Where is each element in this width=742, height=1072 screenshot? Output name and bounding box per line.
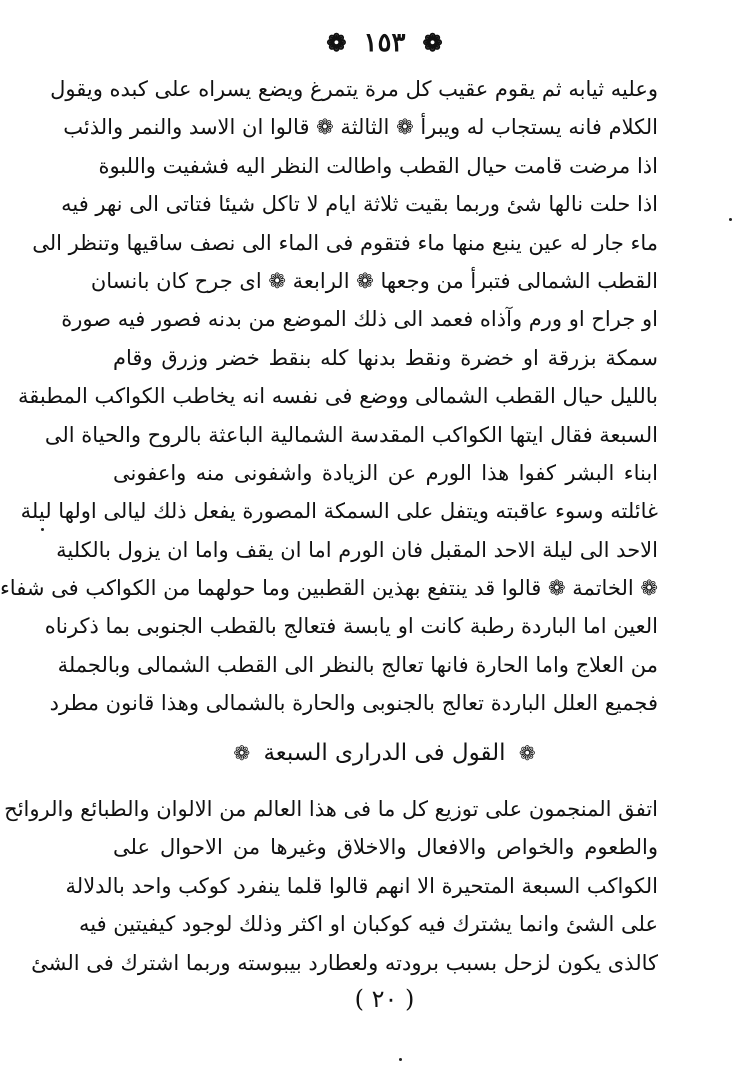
scan-speck (41, 528, 44, 531)
text-line: اذا مرضت قامت حيال القطب واطالت النظر اليه فشفيت واللبوة (98, 153, 658, 178)
text-line: من العلاج واما الحارة فانها تعالج بالنظر الى القطب الشمالى وبالجملة (57, 652, 658, 677)
page-footer (27, 985, 742, 1013)
scan-speck (729, 218, 732, 221)
text-line: بالليل حيال القطب الشمالى ووضع فى نفسه انه يخاطب الكواكب المطبقة (18, 384, 658, 409)
ornament-icon: ❁ (518, 741, 536, 765)
ornament-icon: ❁ (422, 28, 443, 57)
ornament-icon: ❁ (233, 741, 251, 765)
text-line: والطعوم والخواص والافعال والاخلاق وغيرها من الاحوال على (113, 835, 658, 860)
main-text (0, 70, 658, 723)
text-line: ماء جار له عين ينبع منها ماء فتقوم فى الماء الى نصف ساقيها وتنظر الى (32, 230, 658, 255)
text-line: ❁ الخاتمة ❁ قالوا قد ينتفع بهذين القطبين وما حولهما من الكواكب فى شفاء (0, 576, 658, 601)
text-line: الكواكب السبعة المتحيرة الا انهم قالوا قلما ينفرد كوكب واحد بالدلالة (65, 873, 658, 898)
text-line: على الشئ وانما يشترك فيه كوكبان او اكثر وذلك لوجود كيفيتين فيه (78, 912, 658, 937)
text-line: الاحد الى ليلة الاحد المقبل فان الورم اما ان يقف واما ان يزول بالكلية (56, 537, 658, 562)
section-heading (27, 740, 742, 766)
footer-number: ( ٢٠ ) (354, 985, 415, 1013)
section-text (4, 790, 658, 982)
text-line: او جراح او ورم وآذاه فعمد الى ذلك الموضع من بدنه فصور فيه صورة (61, 307, 658, 332)
scan-speck (399, 1058, 402, 1061)
section-title: القول فى الدرارى السبعة (263, 740, 506, 766)
text-line: اذا حلت نالها شئ وربما بقيت ثلاثة ايام لا تاكل شيئا فتاتى الى نهر فيه (61, 192, 658, 217)
text-line: كالذى يكون لزحل بسبب برودته ولعطارد بيبوسته وربما اشترك فى الشئ (31, 950, 658, 975)
ornament-icon: ❁ (326, 28, 347, 57)
text-line: وعليه ثيابه ثم يقوم عقيب كل مرة يتمرغ ويضع يسراه على كبده ويقول (50, 77, 658, 101)
text-line: السبعة فقال ايتها الكواكب المقدسة الشمالية الباعثة بالروح والحياة الى (44, 422, 658, 447)
text-line: القطب الشمالى فتبرأ من وجعها ❁ الرابعة ❁ اى جرح كان بانسان (90, 268, 658, 293)
text-line: سمكة بزرقة او خضرة ونقط بدنها كله بنقط خضر وزرق وقام (113, 345, 658, 370)
page-header (27, 28, 742, 58)
text-line: العين اما الباردة رطبة كانت او يابسة فتعالج بالقطب الجنوبى بما ذكرناه (44, 614, 658, 639)
text-line: غائلته وسوء عاقبته ويتفل على السمكة المصورة يفعل ذلك ليالى اولها ليلة (20, 499, 658, 524)
text-line: فجميع العلل الباردة تعالج بالجنوبى والحارة بالشمالى وهذا قانون مطرد (49, 691, 658, 716)
text-line: ابناء البشر كفوا هذا الورم عن الزيادة واشفونى منه واعفونى (113, 460, 658, 485)
text-line: الكلام فانه يستجاب له ويبرأ ❁ الثالثة ❁ قالوا ان الاسد والنمر والذئب (63, 115, 658, 140)
page-number: ١٥٣ (363, 28, 406, 58)
text-line: اتفق المنجمون على توزيع كل ما فى هذا العالم من الالوان والطبائع والروائح (4, 797, 658, 821)
